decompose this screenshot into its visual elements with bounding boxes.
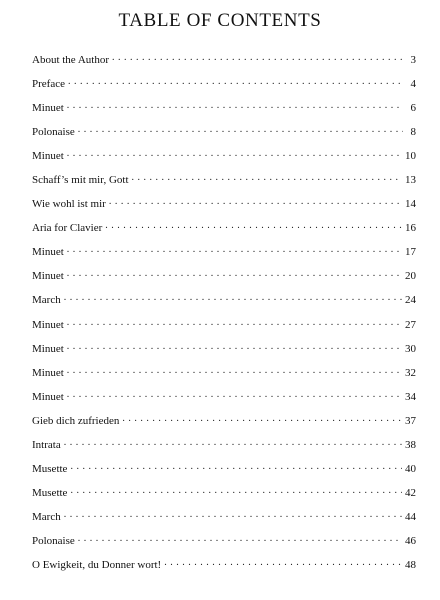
toc-entry [32, 486, 416, 510]
toc-entry-page-number: 3 [410, 54, 416, 66]
toc-entry-page-number: 48 [405, 558, 416, 571]
toc-entry-title: Schaff’s mit mir, Gott [32, 174, 129, 187]
toc-entry [32, 269, 416, 293]
toc-entry-page-number: 13 [405, 174, 416, 187]
toc-entry-title: Musette [32, 486, 68, 499]
toc-entry-title: Aria for Clavier [32, 222, 103, 235]
toc-entry-title: Musette [32, 462, 68, 475]
toc-entry-page-number: 16 [405, 222, 416, 235]
page-title: TABLE OF CONTENTS [118, 10, 322, 31]
toc-entry-page-number: 17 [405, 246, 416, 259]
toc-entry [32, 293, 416, 317]
toc-entry-title: March [32, 294, 61, 307]
dot-leader [67, 390, 402, 400]
toc-entry-title: Intrata [32, 438, 61, 451]
toc-entry-page-number: 46 [405, 534, 416, 547]
dot-leader [70, 462, 402, 472]
toc-entry-title: Minuet [32, 102, 64, 115]
toc-entry-title: About the Author [32, 54, 109, 66]
toc-entry-title: Minuet [32, 390, 64, 403]
toc-entry [32, 173, 416, 197]
toc-entry [32, 197, 416, 221]
toc-entry-title: Minuet [32, 270, 64, 283]
toc-entry-title: Minuet [32, 246, 64, 259]
dot-leader [64, 438, 402, 448]
dot-leader [78, 125, 403, 135]
toc-entry [32, 318, 416, 342]
toc-entry [32, 462, 416, 486]
toc-entry [32, 101, 416, 125]
dot-leader [67, 149, 402, 159]
toc-entry-page-number: 8 [410, 126, 416, 139]
dot-leader [132, 173, 402, 183]
toc-entry-page-number: 4 [410, 78, 416, 91]
dot-leader [64, 510, 402, 520]
dot-leader [78, 534, 402, 544]
toc-entry [32, 510, 416, 534]
dot-leader [122, 414, 402, 424]
dot-leader [68, 77, 403, 87]
toc-entry [32, 558, 416, 582]
toc-entry-page-number: 32 [405, 366, 416, 379]
toc-entry [32, 149, 416, 173]
toc-entry [32, 53, 416, 77]
toc-entry-title: Wie wohl ist mir [32, 198, 106, 211]
toc-entry [32, 438, 416, 462]
dot-leader [67, 269, 402, 279]
toc-entry-title: Polonaise [32, 126, 75, 139]
dot-leader [67, 366, 402, 376]
toc-entry-page-number: 44 [405, 510, 416, 523]
toc-entry-title: Minuet [32, 150, 64, 163]
toc-entry [32, 245, 416, 269]
dot-leader [105, 221, 402, 231]
dot-leader [109, 197, 402, 207]
dot-leader [112, 53, 403, 63]
dot-leader [67, 245, 402, 255]
dot-leader [67, 101, 403, 111]
dot-leader [70, 486, 402, 496]
toc-entry-page-number: 42 [405, 486, 416, 499]
dot-leader [164, 558, 402, 568]
toc-entry-title: Minuet [32, 342, 64, 355]
toc-entry-page-number: 40 [405, 462, 416, 475]
toc-entry-title: Preface [32, 78, 65, 91]
dot-leader [67, 342, 402, 352]
toc-entry [32, 125, 416, 149]
toc-entry-page-number: 37 [405, 414, 416, 427]
toc-entry-page-number: 38 [405, 438, 416, 451]
toc-entry-page-number: 24 [405, 294, 416, 307]
toc-entry-page-number: 27 [405, 318, 416, 331]
toc-entry [32, 77, 416, 101]
toc-entry [32, 414, 416, 438]
toc-entry-title: Minuet [32, 318, 64, 331]
toc-entry [32, 342, 416, 366]
dot-leader [64, 293, 402, 303]
toc-entry-page-number: 20 [405, 270, 416, 283]
toc-entry-title: Polonaise [32, 534, 75, 547]
toc-entry [32, 534, 416, 558]
toc-entry [32, 221, 416, 245]
table-of-contents-list [32, 53, 416, 582]
toc-entry-page-number: 34 [405, 390, 416, 403]
toc-entry-title: March [32, 510, 61, 523]
toc-entry-page-number: 10 [405, 150, 416, 163]
toc-entry-page-number: 30 [405, 342, 416, 355]
toc-entry [32, 366, 416, 390]
toc-entry [32, 390, 416, 414]
dot-leader [67, 318, 402, 328]
toc-entry-page-number: 6 [410, 102, 416, 115]
toc-entry-title: Minuet [32, 366, 64, 379]
toc-entry-title: Gieb dich zufrieden [32, 414, 120, 427]
toc-entry-page-number: 14 [405, 198, 416, 211]
toc-entry-title: O Ewigkeit, du Donner wort! [32, 558, 162, 571]
